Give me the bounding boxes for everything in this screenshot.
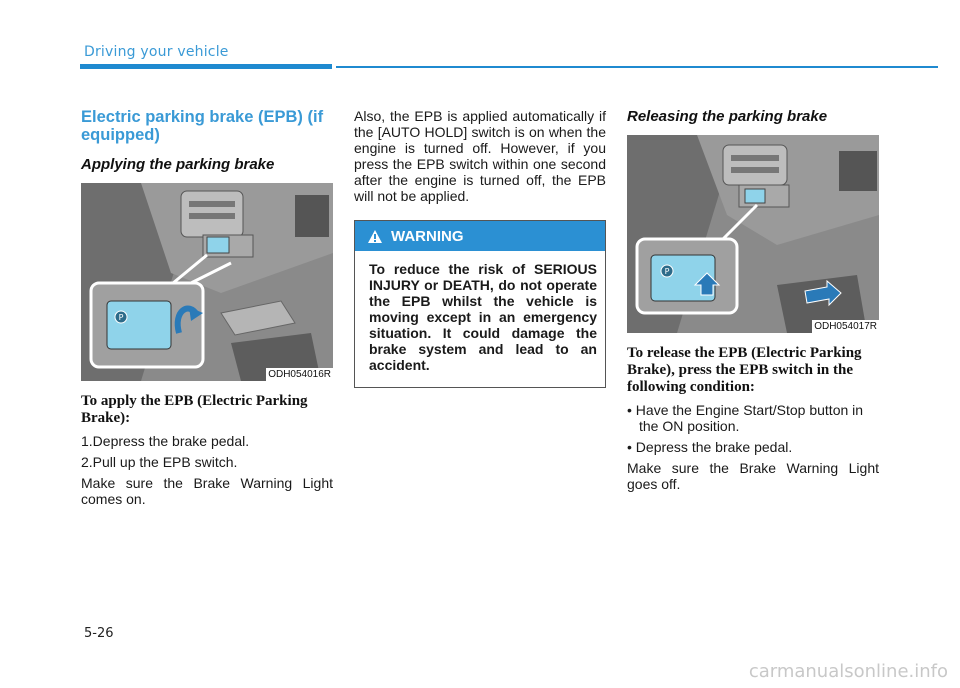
step-1: 1.Depress the brake pedal. — [81, 433, 250, 449]
bullet-text-1: Have the Engine Start/Stop button in the ON position. — [635, 402, 864, 434]
apply-figure — [81, 183, 333, 381]
release-note: Make sure the Brake Warning Light goes off. — [627, 460, 879, 492]
release-bullet: • Have the Engine Start/Stop button in the ON position. — [627, 402, 864, 434]
column-release — [627, 108, 879, 498]
warning-header — [355, 221, 605, 251]
figure-code: ODH054016R — [268, 369, 331, 380]
apply-note: Make sure the Brake Warning Light comes on. — [81, 475, 333, 507]
header-rule-thin — [336, 66, 938, 68]
release-figure — [627, 135, 879, 333]
header-rule-thick — [80, 64, 332, 69]
warning-text: To reduce the risk of SERIOUS INJURY or DEATH, do not operate the EPB whilst the vehicle is moving except in an emergency situation. It could damage the brake system and lead to an accident. — [369, 261, 597, 373]
release-bullet: • Depress the brake pedal. — [627, 439, 793, 455]
section-title: Driving your vehicle — [84, 44, 229, 60]
apply-instructions-title: To apply the EPB (Electric Parking Brake): — [81, 393, 308, 426]
apply-subheading: Applying the parking brake — [81, 156, 275, 173]
figure-code: ODH054017R — [814, 321, 877, 332]
warning-box — [354, 220, 606, 388]
bullet-text-2: Depress the brake pedal. — [635, 439, 793, 455]
warning-title: WARNING — [391, 227, 464, 245]
release-subheading: Releasing the parking brake — [627, 108, 828, 125]
column-apply — [81, 108, 333, 513]
step-2: 2.Pull up the EPB switch. — [81, 454, 238, 470]
svg-text:P: P — [118, 313, 124, 322]
column-auto — [354, 108, 606, 388]
release-instructions-title: To release the EPB (Electric Parking Brake), press the EPB switch in the following condition: — [627, 345, 862, 395]
svg-text:P: P — [664, 267, 670, 276]
watermark: carmanualsonline.info — [748, 661, 948, 682]
epb-heading: Electric parking brake (EPB) (if equipped) — [81, 108, 324, 144]
page-number: 5-26 — [84, 626, 114, 641]
warning-triangle-icon — [367, 229, 383, 244]
epb-pull-illustration — [81, 183, 333, 381]
epb-press-illustration — [627, 135, 879, 333]
auto-hold-paragraph: Also, the EPB is applied automatically if the [AUTO HOLD] switch is on when the engine is turned off. However, if you press the EPB switch within one second after the engine is turned off, the EPB will not be applied. — [354, 108, 606, 204]
